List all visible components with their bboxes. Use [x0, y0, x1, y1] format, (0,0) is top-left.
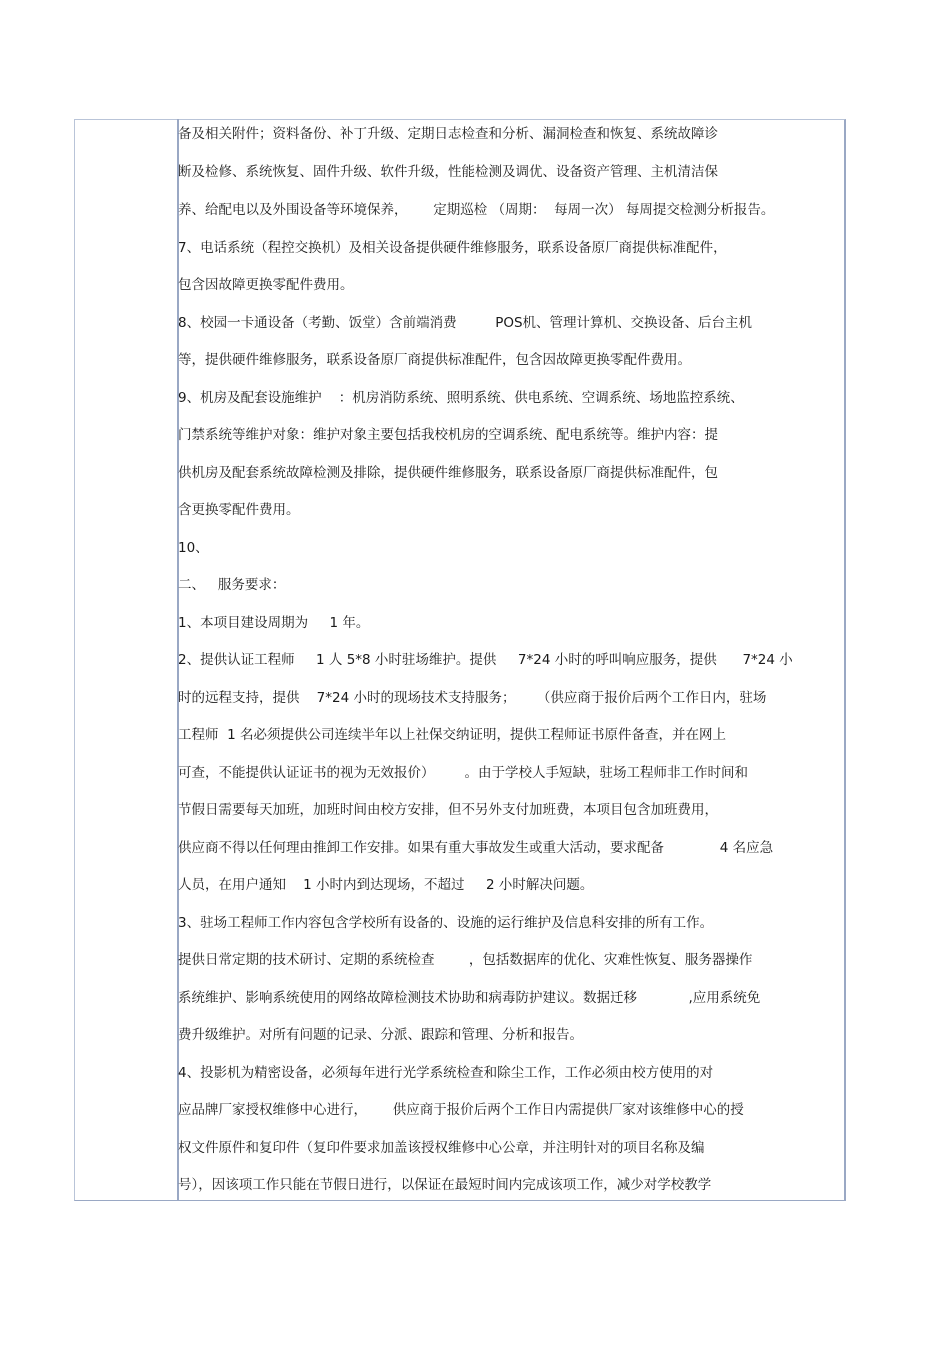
text-line: 含更换零配件费用。 — [178, 502, 300, 518]
text-line: 断及检修、系统恢复、固件升级、软件升级，性能检测及调优、设备资产管理、主机清洁保 — [178, 164, 718, 180]
text-line: 供机房及配套系统故障检测及排除，提供硬件维修服务，联系设备原厂商提供标准配件，包 — [178, 465, 718, 481]
text-line: 2、提供认证工程师 1 人 5*8 小时驻场维护。提供 7*24 小时的呼叫响应服务，提供 7*24 小 — [178, 652, 793, 668]
text-line: 等，提供硬件维修服务，联系设备原厂商提供标准配件，包含因故障更换零配件费用。 — [178, 352, 691, 368]
text-line: 费升级维护。对所有问题的记录、分派、跟踪和管理、分析和报告。 — [178, 1027, 583, 1043]
text-line: 工程师 1 名必须提供公司连续半年以上社保交纳证明，提供工程师证书原件备查，并在网上 — [178, 727, 726, 743]
text-line: 7、电话系统（程控交换机）及相关设备提供硬件维修服务，联系设备原厂商提供标准配件， — [178, 240, 727, 256]
document-content-cell — [178, 119, 846, 1201]
text-line: 权文件原件和复印件（复印件要求加盖该授权维修中心公章，并注明针对的项目名称及编 — [178, 1140, 705, 1156]
text-line: 10、 — [178, 540, 209, 556]
text-line: 时的远程支持，提供 7*24 小时的现场技术支持服务； （供应商于报价后两个工作日内，驻场 — [178, 690, 767, 706]
text-line: 人员，在用户通知 1 小时内到达现场，不超过 2 小时解决问题。 — [178, 877, 594, 893]
text-line: 提供日常定期的技术研讨、定期的系统检查 ，包括数据库的优化、灾难性恢复、服务器操作 — [178, 952, 753, 968]
text-line: 供应商不得以任何理由推卸工作安排。如果有重大事故发生或重大活动，要求配备 4 名应急 — [178, 840, 774, 856]
text-line: 备及相关附件；资料备份、补丁升级、定期日志检查和分析、漏洞检查和恢复、系统故障诊 — [178, 126, 718, 142]
section-heading: 二、 服务要求： — [178, 577, 286, 593]
text-line: 节假日需要每天加班，加班时间由校方安排，但不另外支付加班费，本项目包含加班费用， — [178, 802, 718, 818]
text-line: 1、本项目建设周期为 1 年。 — [178, 615, 370, 631]
text-line: 养、给配电以及外围设备等环境保养， 定期巡检 （周期： 每周一次） 每周提交检测分析报告。 — [178, 202, 775, 218]
text-line: 8、校园一卡通设备（考勤、饭堂）含前端消费 POS机、管理计算机、交换设备、后台主机 — [178, 315, 753, 331]
text-line: 门禁系统等维护对象：维护对象主要包括我校机房的空调系统、配电系统等。维护内容：提 — [178, 427, 718, 443]
text-line: 号），因该项工作只能在节假日进行，以保证在最短时间内完成该项工作，减少对学校教学 — [178, 1177, 712, 1193]
text-line: 可查，不能提供认证证书的视为无效报价） 。由于学校人手短缺，驻场工程师非工作时间和 — [178, 765, 749, 781]
text-line: 9、机房及配套设施维护 ：机房消防系统、照明系统、供电系统、空调系统、场地监控系统、 — [178, 390, 744, 406]
text-line: 应品牌厂家授权维修中心进行， 供应商于报价后两个工作日内需提供厂家对该维修中心的授 — [178, 1102, 744, 1118]
text-line: 包含因故障更换零配件费用。 — [178, 277, 354, 293]
text-line: 4、投影机为精密设备，必须每年进行光学系统检查和除尘工作，工作必须由校方使用的对 — [178, 1065, 714, 1081]
text-line: 3、驻场工程师工作内容包含学校所有设备的、设施的运行维护及信息科安排的所有工作。 — [178, 915, 714, 931]
text-line: 系统维护、影响系统使用的网络故障检测技术协助和病毒防护建议。数据迁移 ,应用系统免 — [178, 990, 761, 1006]
